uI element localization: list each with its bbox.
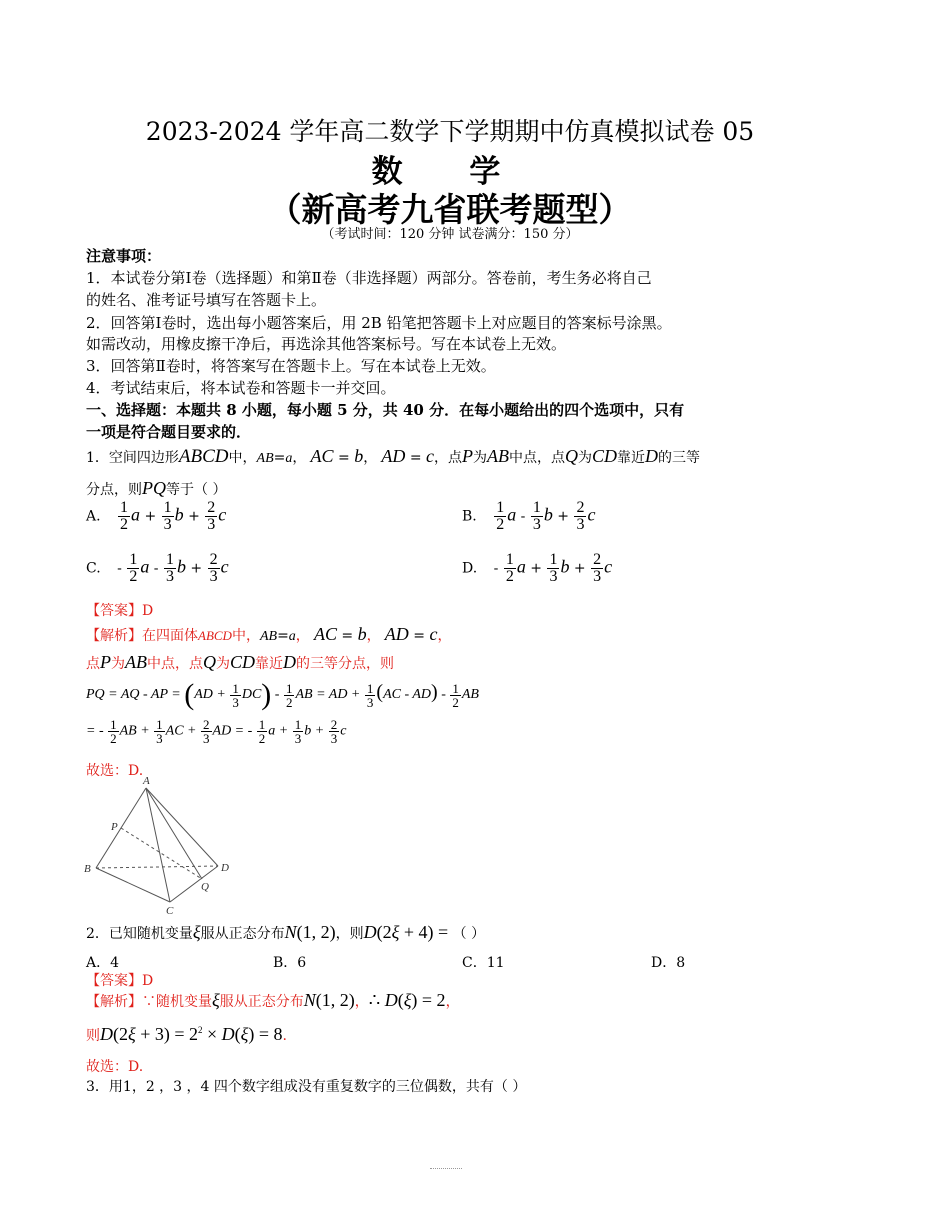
q2-analysis: 【解析】∵随机变量ξ服从正态分布N(1, 2)，∴ D(ξ) = 2， [86, 990, 460, 1010]
note-line: 的姓名、准考证号填写在答题卡上。 [86, 291, 327, 309]
q2-option-d[interactable]: D．8 [651, 955, 686, 971]
q2-option-c[interactable]: C．11 [462, 955, 505, 971]
exam-time: （考试时间：120 分钟 试卷满分：150 分） [321, 227, 579, 242]
edge-bc [96, 868, 170, 902]
q1-option-d[interactable]: D. - $\frac{1}{2}$ a + $\frac{1}{3}$ b + $\frac{2}{3}$ c [462, 551, 613, 585]
q1-conclusion: 故选：D. [86, 763, 144, 779]
section-heading: 一项是符合题目要求的． [86, 423, 252, 441]
q1-analysis-line2: 点P为AB中点，点Q为CD靠近D的三等分点，则 [86, 652, 395, 672]
q2-stem: 2．已知随机变量ξ服从正态分布N(1, 2)，则D(2ξ + 4) = （ ） [86, 922, 486, 942]
edge-ac [146, 788, 170, 902]
exam-title: 2023-2024 学年高二数学下学期期中仿真模拟试卷 05 [145, 117, 755, 146]
footer-mark [430, 1168, 462, 1170]
note-line: 4．考试结束后，将本试卷和答题卡一并交回。 [86, 379, 396, 397]
note-line: 2．回答第Ⅰ卷时，选出每小题答案后，用 2B 铅笔把答题卡上对应题目的答案标号涂黑。 [86, 314, 672, 332]
note-line: 1．本试卷分第Ⅰ卷（选择题）和第Ⅱ卷（非选择题）两部分。答卷前，考生务必将自己 [86, 269, 652, 287]
q3-stem: 3．用1，2 ，3 ，4 四个数字组成没有重复数字的三位偶数，共有（ ） [86, 1079, 527, 1095]
q2-conclusion: 故选：D. [86, 1059, 144, 1075]
edge-ad [146, 788, 218, 866]
q1-formula-2: = - $\frac{1}{2}$ AB + $\frac{1}{3}$ AC + $\frac{2}{3}$ AD = - $\frac{1}{2}$ a + $\frac{1}{3}$ b + $\frac{2}{3}$ c [86, 717, 347, 746]
edge-aq [146, 788, 202, 879]
q1-stem-line2: 分点，则PQ等于（ ） [86, 478, 227, 498]
q1-option-a[interactable]: A. $\frac{1}{2}$ a + $\frac{1}{3}$ b + $\frac{2}{3}$ c [86, 499, 227, 533]
label-p: P [111, 821, 118, 833]
q2-option-b[interactable]: B．6 [273, 955, 307, 971]
q2-analysis-line2: 则$D(2\xi + 3) = 2^2 \times D(\xi) = 8$. [86, 1024, 287, 1044]
label-q: Q [201, 881, 209, 893]
q1-option-c[interactable]: C. - $\frac{1}{2}$ a - $\frac{1}{3}$ b + $\frac{2}{3}$ c [86, 551, 229, 585]
edge-bd [96, 866, 218, 868]
section-heading: 一、选择题：本题共 8 小题，每小题 5 分，共 40 分．在每小题给出的四个选项中，只有 [86, 401, 685, 419]
tetrahedron-figure [80, 774, 240, 920]
label-a: A [143, 775, 150, 787]
notes-heading: 注意事项： [86, 247, 162, 265]
q1-formula-1: PQ = AQ - AP = (AD + $\frac{1}{3}$ DC) - $\frac{1}{2}$ AB = AD + $\frac{1}{3}$ (AC - AD) - $\frac{1}{2}$ AB [86, 678, 479, 711]
label-d: D [221, 862, 229, 874]
note-line: 如需改动，用橡皮擦干净后，再选涂其他答案标号。写在本试卷上无效。 [86, 335, 567, 353]
edge-cd [170, 866, 218, 902]
q2-answer: 【答案】D [86, 973, 154, 989]
q1-stem: 1．空间四边形ABCD中，AB=a， AC = b， AD = c，点P为AB中点，点Q为CD靠近D的三等 [86, 446, 701, 467]
q1-analysis: 【解析】在四面体ABCD中，AB=a， AC = b， AD = c， [86, 624, 452, 644]
q1-answer: 【答案】D [86, 603, 154, 619]
note-line: 3．回答第Ⅱ卷时，将答案写在答题卡上。写在本试卷上无效。 [86, 357, 496, 375]
label-b: B [84, 863, 91, 875]
label-c: C [166, 905, 174, 917]
q2-option-a[interactable]: A．4 [86, 955, 120, 971]
q1-option-b[interactable]: B. $\frac{1}{2}$ a - $\frac{1}{3}$ b + $\frac{2}{3}$ c [462, 499, 596, 533]
exam-type: （新高考九省联考题型） [268, 190, 632, 229]
subject-title: 数 学 [371, 154, 529, 190]
